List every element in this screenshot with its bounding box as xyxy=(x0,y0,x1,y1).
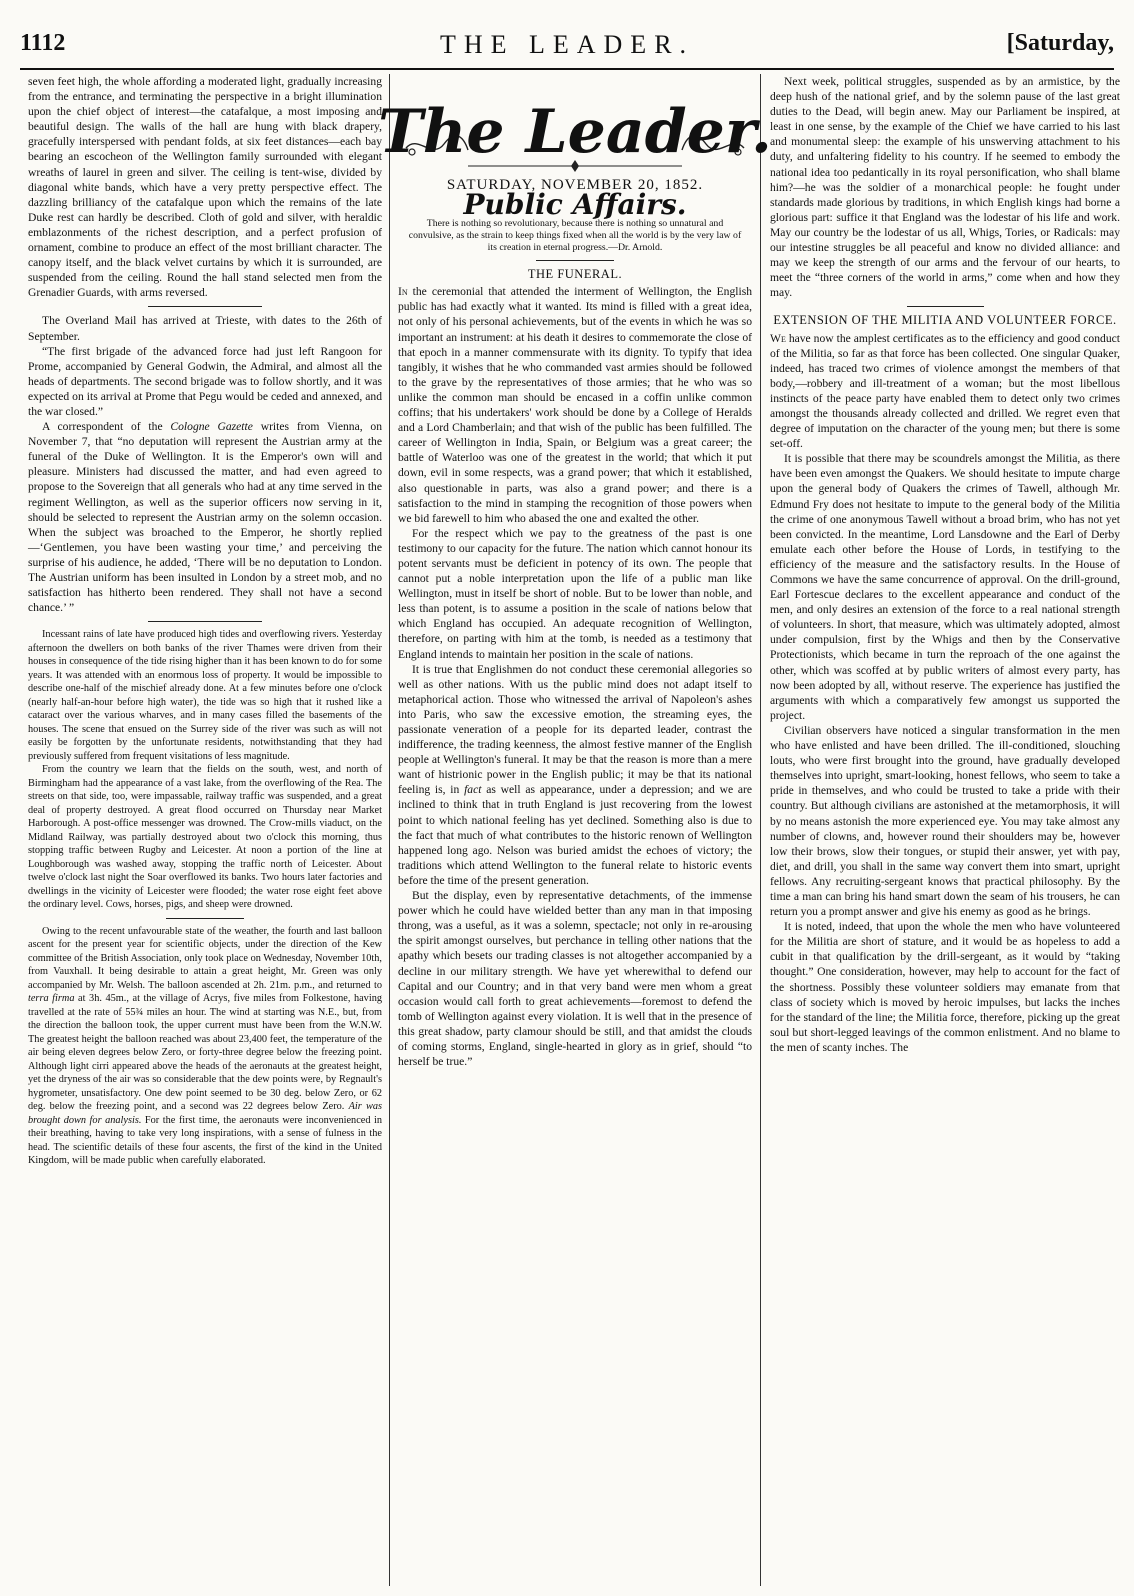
separator xyxy=(148,621,261,622)
separator xyxy=(148,306,261,307)
separator xyxy=(907,306,984,307)
column-2 xyxy=(378,74,772,1586)
newspaper-title: THE LEADER. xyxy=(439,30,695,59)
running-header xyxy=(20,30,1114,68)
masthead xyxy=(378,78,772,174)
article-headline: EXTENSION OF THE MILITIA AND VOLUNTEER FORCE. xyxy=(773,313,1117,328)
column-1 xyxy=(28,74,382,1586)
militia-paragraph: It is possible that there may be scoundrels amongst the Militia, as there have been even amongst the Quakers. We should hesitate to impute charge upon the general body of Quakers the crimes of Tawell, although Mr. Edmund Fry does not hesitate to impute to the general body of the Militia the crime of one anonymous Tawell without a broad brim, who has not yet been convicted. In the meantime, Lord Lansdowne and the Earl of Derby emulate each other before the House of Lords, in testifying to the efficiency of the measure and the satisfactory results. In the House of Commons we have the same concurrence of approval. On the drill-ground, Earl Fortescue declares to the excellent appearance and conduct of the men, and only desires an extension of the force to a real national strength of volunteers. In short, that measure, which was ultimately adopted, almost under compulsion, first by the Whigs and then by the Conservative Protectionists, which became in turn the reproach of the one against the other, which was scoffed at by public writers of almost every party, has now been adopted by all, without reserve. The experience has justified the arguments with which a comparatively few amongst us supported the project. xyxy=(770,452,1120,722)
epigraph: There is nothing so revolutionary, because there is nothing so unnatural and convulsive, as the strain to keep things fixed when all the world is by the very law of its creation in eternal progress.—Dr. Arnold. xyxy=(408,218,742,254)
floods-country: From the country we learn that the fields on the south, west, and north of Birmingham had the appearance of a vast lake, from the overflowing of the Rea. The streets on that side, too, were impassable, railway traffic was suspended, and a great deal of property destroyed. A great flood occurred on Thursday near Market Harborough. A post-office messenger was drowned. The Crow-mills viaduct, on the Midland Railway, was partially destroyed about two o'clock this morning, thus stopping traffic between Rugby and Leicester. At noon a portion of the line at Loughborough was washed away, stopping the traffic north of Leicester. About twelve o'clock last night the Soar overflowed its banks. Two hours later factories and dwellings in the vicinity of Leicester were flooded; the water rose eight feet above the ordinary level. Cows, horses, pigs, and sheep were drowned. xyxy=(28,764,382,911)
page-number: 1112 xyxy=(20,30,66,56)
cologne-gazette-report: A correspondent of the Cologne Gazette writes from Vienna, on November 7, that “no deputation will represent the Austrian army at the funeral of the Duke of Wellington. It is the Emperor's own will and pleasure. Ministers had discussed the matter, and had even agreed to propose to the Sovereign that all generals who had at any time served in the regiment Wellington, as well as the superior officers now serving in it, should be selected to represent the Austrian army on the solemn occasion. When the subject was broached to the Emperor, he shortly replied—‘Gentlemen, you have been wasting your time,’ and perceiving the surprise of his audience, he added, ‘There will be no deputation to London. The Austrian uniform has been insulted in London by a street mob, and no satisfaction has hitherto been rendered. They shall not have a second chance.’ ” xyxy=(28,420,383,615)
funeral-paragraph: In the ceremonial that attended the interment of Wellington, the English public has had exactly what it wanted. Its mind is filled with a great idea, not only of his personal achievements, but of the events in which he was so important an instrument: at his death it desires to commemorate the close of that epoch in a manner commensurate with its dignity. To typify that idea tangibly, it wishes that he who commanded vast armies should be followed to the grave by the representatives of those armies; that he who was so unlike the common man should be encased in a coffin unlike common coffins; that his undertakers' work should be done by a College of Heralds and a Lord Chamberlain; and that wish of the public has been fulfilled. The career of Wellington in India, Spain, or Belgium was a great career; the battle of Waterloo was one of the greatest in the world; that which it put down, evil in some respects, was a grand power; that which it established, also questionable in parts, was also a grand power; and there is a satisfaction to the mind in stamping the recognition of those powers when we bid farewell to him who abased the one and exalted the other. xyxy=(398,285,752,525)
column-divider-2 xyxy=(760,74,761,1586)
section-title: Public Affairs. xyxy=(463,188,687,222)
separator xyxy=(166,918,244,919)
overland-mail: The Overland Mail has arrived at Trieste, with dates to the 26th of September. xyxy=(28,314,382,343)
funeral-paragraph: It is true that Englishmen do not conduct these ceremonial allegories so well as other nations. With us the public mind does not adapt itself to metaphorical action. Those who witnessed the arrival of Napoleon's ashes into Paris, who saw the excessive emotion, the streaming eyes, the passionate veneration of a people for its departed leader, contrast the indifference, the trading keenness, the almost festive manner of the English people at Wellington's funeral. It may be that the reason is more than a mere want of histrionic power in the English public; it may be that its national feeling is, in fact as well as appearance, under a depression; and we are inclined to think that in truth England is just recovering from the lowest point to which national feeling has yet declined. Something also is due to the fact that much of what contributes to the historic renown of Wellington happened long ago. Nelson was buried amidst the echoes of victory; the traditions which attend Wellington to the funeral relate to historic events before the time of the present generation. xyxy=(398,662,752,887)
flourish-ornament-icon xyxy=(378,78,772,174)
day-label: [Saturday, xyxy=(1006,30,1114,56)
funeral-conclusion: Next week, political struggles, suspended as by an armistice, by the deep hush of the national grief, and by the solemn pause of the last great duties to the Dead, will begin anew. May our Parliament be inspired, at least in one sense, by the example of the Chief we have carried to his last and monumental sleep: the example of his unswerving attachment to his duty, and unfaltering fidelity to his country. If he seemed to embody the national idea too pedantically in its royal personification, who shall blame him?—he was the soldier of a monarchical people: he fought under standards made glorious by traditions, in which English kings had borne a glorious part: suffice it that England was the lodestar of his life and work. May our country be the lodestar of us all, Whigs, Tories, or Radicals: may our intestine struggles be all peaceful and know no divided alliance: and may we keep the strength of our arms and the fervour of our hearts, to meet the “three corners of the world in arms,” come when and how they may. xyxy=(770,75,1120,300)
militia-paragraph: It is noted, indeed, that upon the whole the men who have volunteered for the Militia are short of stature, and it would be as hopeless to add a cubit in that qualification by the drill-sergeant, as it would by “taking thought.” One consideration, however, may help to account for the fact of the shortness. Possibly these volunteer soldiers may emanate from that class of society which is moved by heroic impulses, but lacks the inches for the standard of the line; the Militia force, therefore, picking up the great soul but short-legged leavings of the common enlistment. And no blame to the men of scanty inches. The xyxy=(770,920,1120,1054)
funeral-paragraph: But the display, even by representative detachments, of the immense power which he could have wielded better than any man in that imposing throng, was a useful, as it was a solemn, spectacle; not only in re-arousing the spirit amongst ourselves, but perchance in telling other nations that the apathy which besets our trading classes is not altogether accompanied by a decline in our military strength. We have yet wherewithal to defend our Capital and our Country; and in that very band were men whom a great occasion would call forth to great achievements—foremost to defend the tomb of Wellington against every violation. It is well that in the presence of this great shadow, party clamour should be still, and that amidst the clouds of coming storms, England, single-hearted in glory as in grief, should “to herself be true.” xyxy=(398,889,752,1069)
floods-thames: Incessant rains of late have produced high tides and overflowing rivers. Yesterday afternoon the dwellers on both banks of the river Thames were driven from their houses in consequence of the tide rising higher than it has been known to do for some years. It was attended with an enormous loss of property. It would be impossible to describe one-half of the mischief already done. At a few minutes before one o'clock (nearly half-an-hour before high water), the tide was so high that it rushed like a cataract over the various wharves, and in many cases filled the basements of the houses. The scene that ensued on the Surrey side of the river was such as will not easily be forgotten by the unfortunate residents, notwithstanding that they had previously suffered from frequent visitations of less magnitude. xyxy=(28,629,382,762)
militia-paragraph: Civilian observers have noticed a singular transformation in the men who have enlisted and have been drilled. The ill-conditioned, slouching louts, who were first brought into the ground, have gradually developed themselves into upright, smart-looking, honest fellows, who seem to take a pride in themselves, and who could be trusted to take a pride with their country. But although civilians are astonished at the metamorphosis, it will by no means astonish the more experienced eye. You may take almost any number of clowns, and, however round their shoulders may be, however low their brows, slow their tongues, or stupid their answer, yet with pay, diet, and drill, you shall in the same way convert them into smart, upright fellows. Any recruiting-sergeant knows that practical philosophy. By the time a man can bring his hand smart down the seam of his trousers, he can return you a prompt answer and give his enemy as good as he brings. xyxy=(770,723,1120,919)
masthead-title: The Leader. xyxy=(378,97,772,167)
column-3 xyxy=(770,74,1120,1586)
balloon-ascent: Owing to the recent unfavourable state of the weather, the fourth and last balloon ascent for the present year for scientific objects, under the direction of the Kew committee of the British Association, only took place on Wednesday, November 10th, from Vauxhall. It being desirable to attain a great height, Mr. Green was only accompanied by Mr. Welsh. The balloon ascended at 2h. 21m. p.m., and returned to terra firma at 3h. 45m., at the village of Acrys, five miles from Folkestone, having travelled at the rate of 55¾ miles an hour. The wind at starting was N.E., but, from the direction the balloon took, the upper current must have been from the W.N.W. The greatest height the balloon reached was about 23,400 feet, the temperature of the air being eleven degrees below Zero, or forty-three degree below the freezing point. Although light cirri appeared above the heads of the aeronauts at the greatest height, yet the dryness of the air was so considerable that the dew points were, by Regnault's hygrometer, unsatisfactory. One dew point seemed to be 30 deg. below Zero, or 62 deg. below the freezing point, and a second was 22 degrees below Zero. Air was brought down for analysis. For the first time, the aeronauts were inconvenienced in their breathing, having to take very long inspirations, with a sense of fulness in the head. The scientific details of these four ascents, the first of the kind in the United Kingdom, will be made public when carefully elaborated. xyxy=(28,925,383,1167)
overland-quote: “The first brigade of the advanced force had just left Rangoon for Prome, accompanied by General Godwin, the Admiral, and almost all the heads of departments. The second brigade was to follow shortly, and it was expected on its arrival at Prome that Pegu would be ceded and annexed, and the war closed.” xyxy=(28,344,382,418)
separator xyxy=(536,260,614,261)
funeral-paragraph: For the respect which we pay to the greatness of the past is one testimony to our capacity for the future. The nation which cannot honour its potent servants must be deficient in potency of its own. The people that cannot put a noble interpretation upon the life of a public man like Wellington, must in itself be short of noble. But to be lower than noble, and less than potent, is to assume a position in the scale of nations below that which England has occupied. An adequate recognition of Wellington, therefore, on parting with him at the tomb, is needed as a testimony that England intends to maintain her position in the scale of nations. xyxy=(398,526,752,661)
column-divider-1 xyxy=(389,74,390,1586)
hall-description: seven feet high, the whole affording a moderated light, gradually increasing from the entrance, and terminating the perspective in a bright illumination upon the chief object of interest—the catafalque, a most imposing and beautiful design. The walls of the hall are hung with black drapery, gracefully interspersed with pendant folds, at six feet distances—each bay bearing an escocheon of the Wellington family surrounded with elegant wreaths of laurel in green and silver. The ceiling is tent-wise, divided by diagonal white bands, which have a very pretty perspective effect. The dazzling brilliancy of the catafalque upon which the remains of the late Duke rest can hardly be described. Cloth of gold and silver, with heraldic emblazonments of the richest description, and a perfect profusion of ornament, combine to produce an effect of the most brilliant character. The canopy itself, and the black velvet curtains by which it is surrounded, are suspended from the ceiling. Round the hall stand selected men from the Grenadier Guards, with arms reversed. xyxy=(28,75,382,300)
militia-paragraph: We have now the amplest certificates as to the efficiency and good conduct of the Militia, so far as that force has been collected. One singular Quaker, indeed, has traced two crimes of violence amongst the members of that body,—robbery and ill-treatment of a woman; but the most libellous instincts of the peace party have enabled them to detect only two crimes amongst the thousands already collected and drilled. We regret even that degree of imputation on the character of the young men; but there is some set-off. xyxy=(770,331,1120,451)
article-headline: THE FUNERAL. xyxy=(527,267,623,282)
issue-date: SATURDAY, NOVEMBER 20, 1852. xyxy=(446,177,704,193)
header-rule xyxy=(20,68,1114,70)
